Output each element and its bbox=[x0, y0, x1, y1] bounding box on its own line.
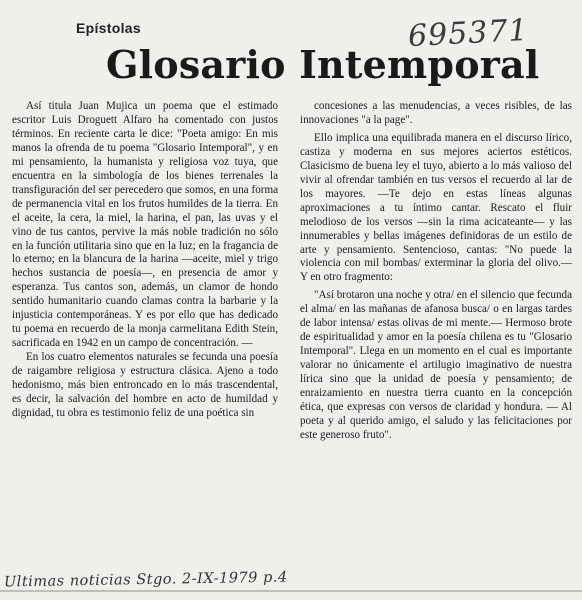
paragraph: En los cuatro elementos naturales se fecunda una poesía de raigambre religiosa y estructura clásica. Ajeno a todo hedonismo, más bien entroncado en lo más trascendental, es decir, la salvación del hombre en acto de humildad y dignidad, tu obra es testimonio feliz de una poética sin bbox=[12, 351, 278, 419]
paragraph: concesiones a las menudencias, a veces risibles, de las innovaciones "a la page". bbox=[300, 100, 572, 126]
article-column-right bbox=[300, 100, 572, 443]
paragraph: Así titula Juan Mujica un poema que el estimado escritor Luis Droguett Alfaro ha comentado con justos términos. En reciente carta le dice: "Poeta amigo: En mis manos la ofrenda de tu poema "Glosario Intemporal", y en mi pensamiento, la humanista y religiosa voz tuya, que encuentra en la simbología de los bienes terrenales la transfiguración del ser perecedero que somos, en una forma de permanencia vital en los frutos humildes de la tierra. En el aceite, la cera, la miel, la harina, el pan, las uvas y el vino de tus cantos, pervive la más noble tradición no sólo en la función utilitaria sino que en la luz; en la fragancia de lo eterno; en la blancura de la harina —aceite, miel y trigo hechos sustancia de poesía—, en presencia de amor y esperanza. Tus cantos son, además, un clamor de hondo sentido humanitario cuando clamas contra la barbarie y la injusticia contemporáneas. Y es por ello que has dedicado tu poema en recuerdo de la monja carmelitana Edith Stein, sacrificada en 1942 en un campo de concentración. — bbox=[12, 100, 278, 350]
handwritten-source-note: Ultimas noticias Stgo. 2-IX-1979 p.4 bbox=[3, 569, 288, 591]
handwritten-catalog-number: 695371 bbox=[407, 12, 530, 55]
paragraph: "Así brotaron una noche y otra/ en el silencio que fecunda el alma/ en las mañanas de afanosa busca/ o en largas tardes de labor intensa/ estas olivas de mi mente.— Hermoso brote de espiritualidad y amor en la poesía chilena es tu "Glosario Intemporal". Llega en un momento en el cual es importante valorar no únicamente el artilugio imaginativo de nuestra lírica sino que la unidad de poesía y pensamiento; de enraizamiento en nuestra tierra cuanto en la concepción ética, que expresas con versos de claridad y hondura. — Al poeta y al querido amigo, el saludo y las felicitaciones por este generoso fruto". bbox=[300, 289, 572, 441]
paragraph: Ello implica una equilibrada manera en el discurso lírico, castiza y moderna en sus mejores aciertos estéticos. Clasicismo de buena ley el tuyo, abierto a lo más valioso del vivir al ofrendar también en tus versos el recuerdo al lar de los mayores. —Te dejo en estas líneas algunas aproximaciones a tu íntimo cantar. Rescato el fluir melodioso de los versos —sin la rima acicateante— y las innumerables y bellas imágenes definidoras de un estilo de arte y pensamiento. Sentencioso, cantas: "No puede la violencia con mil bombas/ exterminar la gloria del olivo.— Y en otro fragmento: bbox=[300, 131, 572, 284]
section-label: Epístolas bbox=[76, 20, 141, 36]
page-edge-shadow bbox=[0, 590, 582, 592]
article-column-left bbox=[12, 100, 278, 421]
article-title: Glosario Intemporal bbox=[106, 42, 540, 87]
